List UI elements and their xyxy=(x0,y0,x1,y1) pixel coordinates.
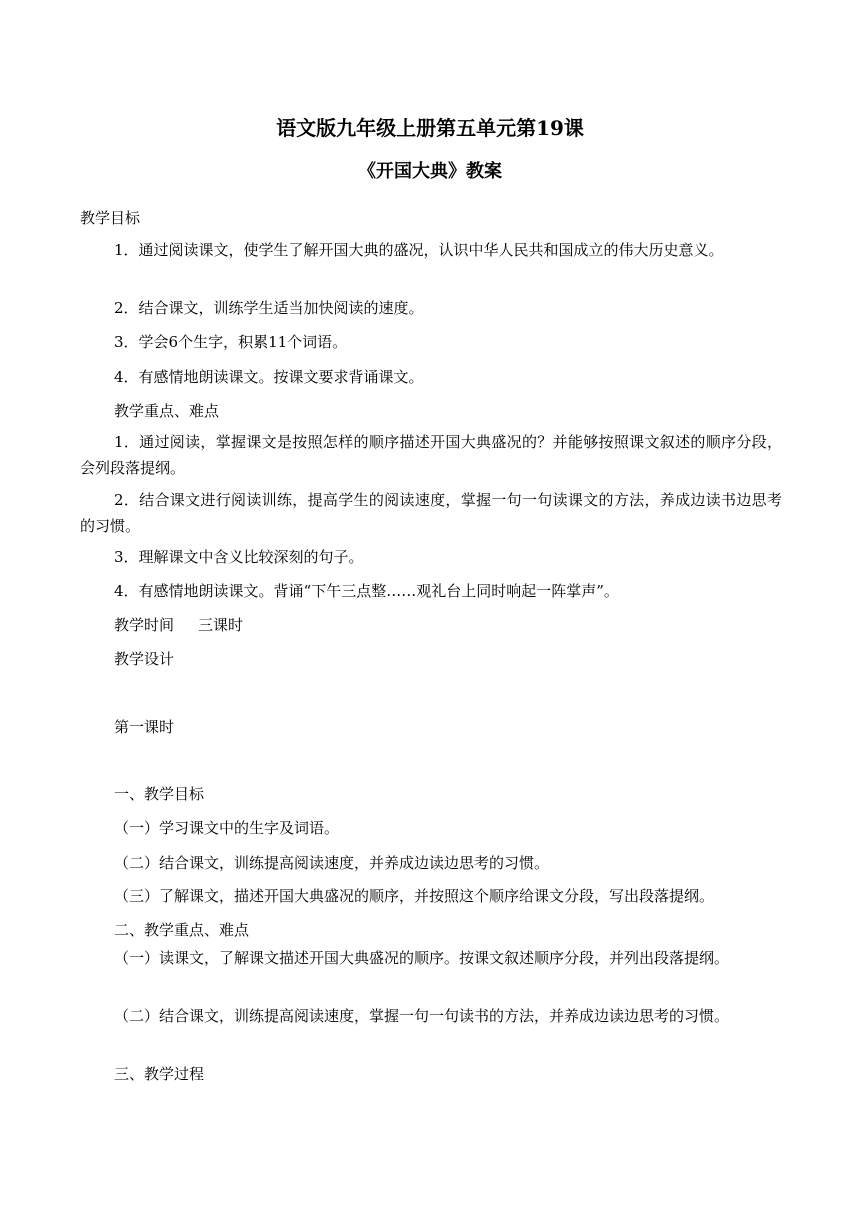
lesson1-heading: 第一课时 xyxy=(114,718,175,736)
focus-item-1: 1．通过阅读，掌握课文是按照怎样的顺序描述开国大典盛况的？并能够按照课文叙述的顺序分段，会列段落提纲。 xyxy=(80,433,782,477)
lesson1-section2-item-1: （一）读课文，了解课文描述开国大典盛况的顺序。按课文叙述顺序分段，并列出段落提纲。 xyxy=(114,949,730,967)
objectives-heading: 教学目标 xyxy=(80,209,141,227)
document-title: 语文版九年级上册第五单元第19课 xyxy=(276,116,584,140)
focus-item-2: 2．结合课文进行阅读训练，提高学生的阅读速度，掌握一句一句读课文的方法，养成边读书边思考的习惯。 xyxy=(80,491,782,535)
teaching-time-value: 三课时 xyxy=(198,616,244,634)
lesson1-section1-item-3: （三）了解课文，描述开国大典盛况的顺序，并按照这个顺序给课文分段，写出段落提纲。 xyxy=(114,887,715,905)
lesson1-section1-item-1: （一）学习课文中的生字及词语。 xyxy=(114,819,340,837)
objective-item-4: 4．有感情地朗读课文。按课文要求背诵课文。 xyxy=(114,368,424,386)
focus-item-4: 4．有感情地朗读课文。背诵“下午三点整……观礼台上同时响起一阵掌声”。 xyxy=(114,582,619,600)
lesson1-section2-heading: 二、教学重点、难点 xyxy=(114,921,250,939)
teaching-time xyxy=(114,614,243,636)
focus-item-3: 3．理解课文中含义比较深刻的句子。 xyxy=(114,548,364,566)
teaching-time-label: 教学时间 xyxy=(114,616,175,634)
design-heading: 教学设计 xyxy=(114,650,175,668)
lesson1-section3-heading: 三、教学过程 xyxy=(114,1065,205,1083)
lesson1-section2-item-2: （二）结合课文，训练提高阅读速度，掌握一句一句读书的方法，并养成边读边思考的习惯。 xyxy=(114,1007,730,1025)
objective-item-1: 1．通过阅读课文，使学生了解开国大典的盛况，认识中华人民共和国成立的伟大历史意义。 xyxy=(114,241,724,259)
focus-heading: 教学重点、难点 xyxy=(114,402,220,420)
objective-item-3: 3．学会6个生字，积累11个词语。 xyxy=(114,333,348,351)
lesson1-section1-item-2: （二）结合课文，训练提高阅读速度，并养成边读边思考的习惯。 xyxy=(114,854,550,872)
document-subtitle: 《开国大典》教案 xyxy=(358,161,502,182)
objective-item-2: 2．结合课文，训练学生适当加快阅读的速度。 xyxy=(114,299,424,317)
lesson1-section1-heading: 一、教学目标 xyxy=(114,785,205,803)
